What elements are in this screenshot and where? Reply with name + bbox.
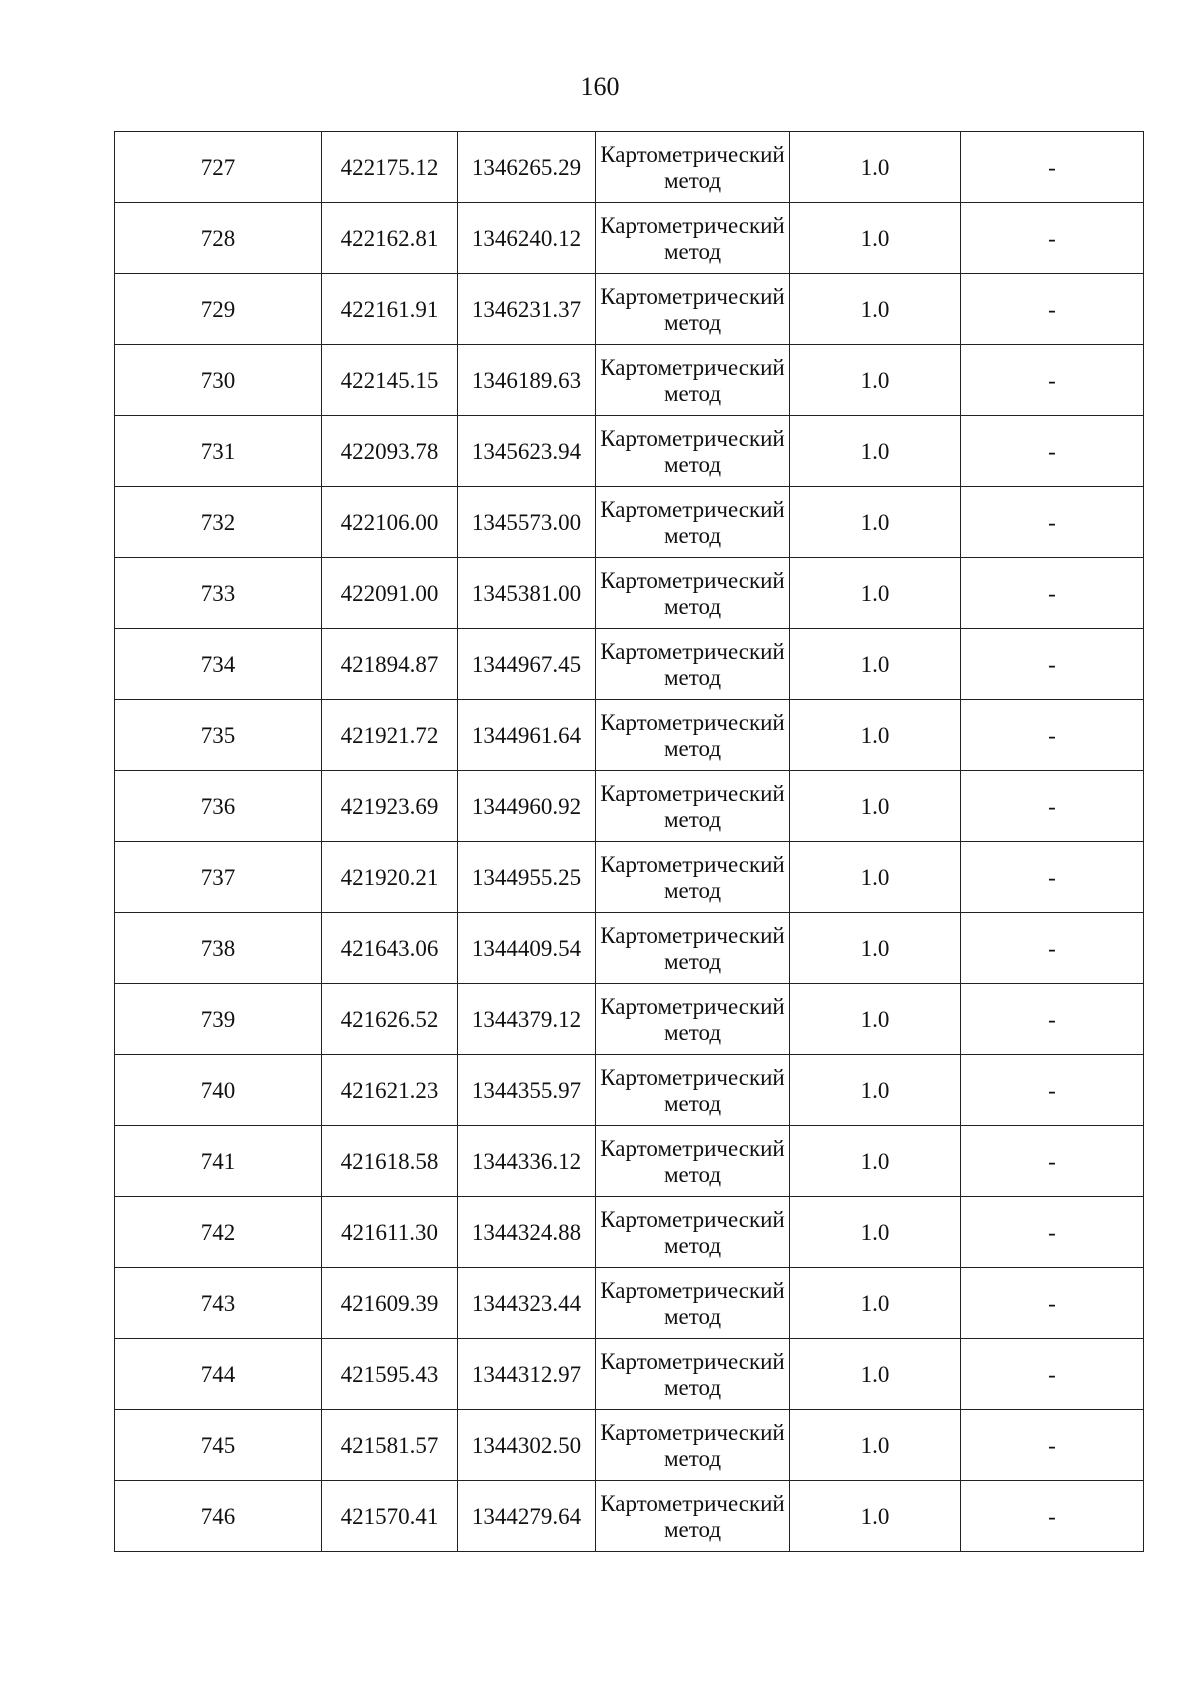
note-cell: - <box>961 274 1144 345</box>
method-line-1: Картометрический <box>600 781 785 806</box>
table-row <box>115 132 1144 203</box>
method-line-1: Картометрический <box>600 426 785 451</box>
method-cell <box>596 629 790 700</box>
method-line-1: Картометрический <box>600 1207 785 1232</box>
x-coordinate-cell: 421611.30 <box>322 1197 458 1268</box>
method-line-2: метод <box>663 1233 722 1258</box>
table-row <box>115 771 1144 842</box>
method-line-2: метод <box>663 807 722 832</box>
point-number-cell: 740 <box>115 1055 322 1126</box>
method-line-2: метод <box>663 878 722 903</box>
table-row <box>115 1055 1144 1126</box>
method-line-2: метод <box>663 1020 722 1045</box>
table-row <box>115 842 1144 913</box>
method-line-2: метод <box>663 1162 722 1187</box>
table-row <box>115 1197 1144 1268</box>
x-coordinate-cell: 421643.06 <box>322 913 458 984</box>
method-cell <box>596 558 790 629</box>
accuracy-cell: 1.0 <box>790 842 961 913</box>
point-number-cell: 741 <box>115 1126 322 1197</box>
accuracy-cell: 1.0 <box>790 771 961 842</box>
method-line-1: Картометрический <box>600 923 785 948</box>
y-coordinate-cell: 1344312.97 <box>458 1339 596 1410</box>
table-row <box>115 1268 1144 1339</box>
table-row <box>115 416 1144 487</box>
x-coordinate-cell: 421894.87 <box>322 629 458 700</box>
table-row <box>115 913 1144 984</box>
y-coordinate-cell: 1344955.25 <box>458 842 596 913</box>
note-cell: - <box>961 558 1144 629</box>
note-cell: - <box>961 203 1144 274</box>
accuracy-cell: 1.0 <box>790 1126 961 1197</box>
note-cell: - <box>961 1197 1144 1268</box>
method-cell <box>596 487 790 558</box>
table-row <box>115 1481 1144 1552</box>
x-coordinate-cell: 421570.41 <box>322 1481 458 1552</box>
y-coordinate-cell: 1344967.45 <box>458 629 596 700</box>
method-line-1: Картометрический <box>600 1420 785 1445</box>
method-cell <box>596 1126 790 1197</box>
point-number-cell: 744 <box>115 1339 322 1410</box>
note-cell: - <box>961 1126 1144 1197</box>
x-coordinate-cell: 421595.43 <box>322 1339 458 1410</box>
method-line-2: метод <box>663 168 722 193</box>
table-row <box>115 1410 1144 1481</box>
method-cell <box>596 345 790 416</box>
y-coordinate-cell: 1346189.63 <box>458 345 596 416</box>
note-cell: - <box>961 700 1144 771</box>
table-row <box>115 274 1144 345</box>
method-line-2: метод <box>663 523 722 548</box>
point-number-cell: 736 <box>115 771 322 842</box>
method-line-1: Картометрический <box>600 355 785 380</box>
method-line-1: Картометрический <box>600 1349 785 1374</box>
note-cell: - <box>961 1410 1144 1481</box>
x-coordinate-cell: 422175.12 <box>322 132 458 203</box>
note-cell: - <box>961 416 1144 487</box>
point-number-cell: 730 <box>115 345 322 416</box>
page-number: 160 <box>580 72 620 101</box>
method-line-2: метод <box>663 1446 722 1471</box>
table-row <box>115 558 1144 629</box>
accuracy-cell: 1.0 <box>790 345 961 416</box>
x-coordinate-cell: 422145.15 <box>322 345 458 416</box>
method-line-2: метод <box>663 736 722 761</box>
method-line-1: Картометрический <box>600 994 785 1019</box>
y-coordinate-cell: 1345623.94 <box>458 416 596 487</box>
x-coordinate-cell: 422106.00 <box>322 487 458 558</box>
method-cell <box>596 203 790 274</box>
accuracy-cell: 1.0 <box>790 913 961 984</box>
table-row <box>115 487 1144 558</box>
method-cell <box>596 771 790 842</box>
point-number-cell: 729 <box>115 274 322 345</box>
method-cell <box>596 1268 790 1339</box>
method-line-1: Картометрический <box>600 213 785 238</box>
method-cell <box>596 1055 790 1126</box>
y-coordinate-cell: 1346265.29 <box>458 132 596 203</box>
point-number-cell: 742 <box>115 1197 322 1268</box>
accuracy-cell: 1.0 <box>790 416 961 487</box>
accuracy-cell: 1.0 <box>790 984 961 1055</box>
accuracy-cell: 1.0 <box>790 1481 961 1552</box>
method-line-1: Картометрический <box>600 639 785 664</box>
accuracy-cell: 1.0 <box>790 203 961 274</box>
method-line-2: метод <box>663 452 722 477</box>
method-line-2: метод <box>663 594 722 619</box>
y-coordinate-cell: 1344324.88 <box>458 1197 596 1268</box>
method-line-2: метод <box>663 1091 722 1116</box>
y-coordinate-cell: 1346240.12 <box>458 203 596 274</box>
method-line-1: Картометрический <box>600 710 785 735</box>
x-coordinate-cell: 421618.58 <box>322 1126 458 1197</box>
coordinates-table <box>114 131 1144 1552</box>
y-coordinate-cell: 1344302.50 <box>458 1410 596 1481</box>
method-line-1: Картометрический <box>600 284 785 309</box>
method-cell <box>596 1339 790 1410</box>
y-coordinate-cell: 1345381.00 <box>458 558 596 629</box>
point-number-cell: 727 <box>115 132 322 203</box>
x-coordinate-cell: 422093.78 <box>322 416 458 487</box>
table-row <box>115 345 1144 416</box>
x-coordinate-cell: 421626.52 <box>322 984 458 1055</box>
x-coordinate-cell: 421581.57 <box>322 1410 458 1481</box>
point-number-cell: 746 <box>115 1481 322 1552</box>
y-coordinate-cell: 1344379.12 <box>458 984 596 1055</box>
y-coordinate-cell: 1344960.92 <box>458 771 596 842</box>
table-row <box>115 203 1144 274</box>
accuracy-cell: 1.0 <box>790 1055 961 1126</box>
method-line-1: Картометрический <box>600 568 785 593</box>
accuracy-cell: 1.0 <box>790 629 961 700</box>
point-number-cell: 734 <box>115 629 322 700</box>
note-cell: - <box>961 984 1144 1055</box>
accuracy-cell: 1.0 <box>790 700 961 771</box>
method-line-2: метод <box>663 665 722 690</box>
point-number-cell: 739 <box>115 984 322 1055</box>
table-row <box>115 629 1144 700</box>
y-coordinate-cell: 1344961.64 <box>458 700 596 771</box>
method-cell <box>596 700 790 771</box>
table-row <box>115 1126 1144 1197</box>
method-line-1: Картометрический <box>600 497 785 522</box>
method-cell <box>596 1481 790 1552</box>
accuracy-cell: 1.0 <box>790 1268 961 1339</box>
note-cell: - <box>961 487 1144 558</box>
table-row <box>115 1339 1144 1410</box>
x-coordinate-cell: 421621.23 <box>322 1055 458 1126</box>
note-cell: - <box>961 1268 1144 1339</box>
table-row <box>115 700 1144 771</box>
method-line-2: метод <box>663 381 722 406</box>
point-number-cell: 732 <box>115 487 322 558</box>
method-cell <box>596 984 790 1055</box>
y-coordinate-cell: 1344323.44 <box>458 1268 596 1339</box>
note-cell: - <box>961 1481 1144 1552</box>
method-line-2: метод <box>663 239 722 264</box>
method-line-1: Картометрический <box>600 1065 785 1090</box>
method-line-1: Картометрический <box>600 142 785 167</box>
method-line-1: Картометрический <box>600 1491 785 1516</box>
x-coordinate-cell: 421609.39 <box>322 1268 458 1339</box>
point-number-cell: 738 <box>115 913 322 984</box>
method-line-1: Картометрический <box>600 1136 785 1161</box>
x-coordinate-cell: 422162.81 <box>322 203 458 274</box>
y-coordinate-cell: 1345573.00 <box>458 487 596 558</box>
accuracy-cell: 1.0 <box>790 558 961 629</box>
point-number-cell: 737 <box>115 842 322 913</box>
method-line-2: метод <box>663 310 722 335</box>
method-cell <box>596 1410 790 1481</box>
method-line-2: метод <box>663 949 722 974</box>
x-coordinate-cell: 421923.69 <box>322 771 458 842</box>
method-cell <box>596 842 790 913</box>
point-number-cell: 731 <box>115 416 322 487</box>
coordinates-table-body <box>115 132 1144 1552</box>
note-cell: - <box>961 842 1144 913</box>
note-cell: - <box>961 1055 1144 1126</box>
note-cell: - <box>961 629 1144 700</box>
method-cell <box>596 274 790 345</box>
note-cell: - <box>961 132 1144 203</box>
y-coordinate-cell: 1344279.64 <box>458 1481 596 1552</box>
note-cell: - <box>961 771 1144 842</box>
accuracy-cell: 1.0 <box>790 1339 961 1410</box>
method-line-1: Картометрический <box>600 852 785 877</box>
x-coordinate-cell: 421921.72 <box>322 700 458 771</box>
point-number-cell: 733 <box>115 558 322 629</box>
table-row <box>115 984 1144 1055</box>
note-cell: - <box>961 913 1144 984</box>
method-cell <box>596 1197 790 1268</box>
method-line-1: Картометрический <box>600 1278 785 1303</box>
y-coordinate-cell: 1346231.37 <box>458 274 596 345</box>
method-line-2: метод <box>663 1517 722 1542</box>
accuracy-cell: 1.0 <box>790 1410 961 1481</box>
y-coordinate-cell: 1344355.97 <box>458 1055 596 1126</box>
note-cell: - <box>961 1339 1144 1410</box>
accuracy-cell: 1.0 <box>790 132 961 203</box>
accuracy-cell: 1.0 <box>790 1197 961 1268</box>
method-line-2: метод <box>663 1375 722 1400</box>
method-cell <box>596 913 790 984</box>
method-cell <box>596 416 790 487</box>
accuracy-cell: 1.0 <box>790 274 961 345</box>
method-cell <box>596 132 790 203</box>
point-number-cell: 735 <box>115 700 322 771</box>
x-coordinate-cell: 422091.00 <box>322 558 458 629</box>
method-line-2: метод <box>663 1304 722 1329</box>
y-coordinate-cell: 1344336.12 <box>458 1126 596 1197</box>
point-number-cell: 728 <box>115 203 322 274</box>
x-coordinate-cell: 422161.91 <box>322 274 458 345</box>
note-cell: - <box>961 345 1144 416</box>
accuracy-cell: 1.0 <box>790 487 961 558</box>
point-number-cell: 745 <box>115 1410 322 1481</box>
point-number-cell: 743 <box>115 1268 322 1339</box>
x-coordinate-cell: 421920.21 <box>322 842 458 913</box>
y-coordinate-cell: 1344409.54 <box>458 913 596 984</box>
